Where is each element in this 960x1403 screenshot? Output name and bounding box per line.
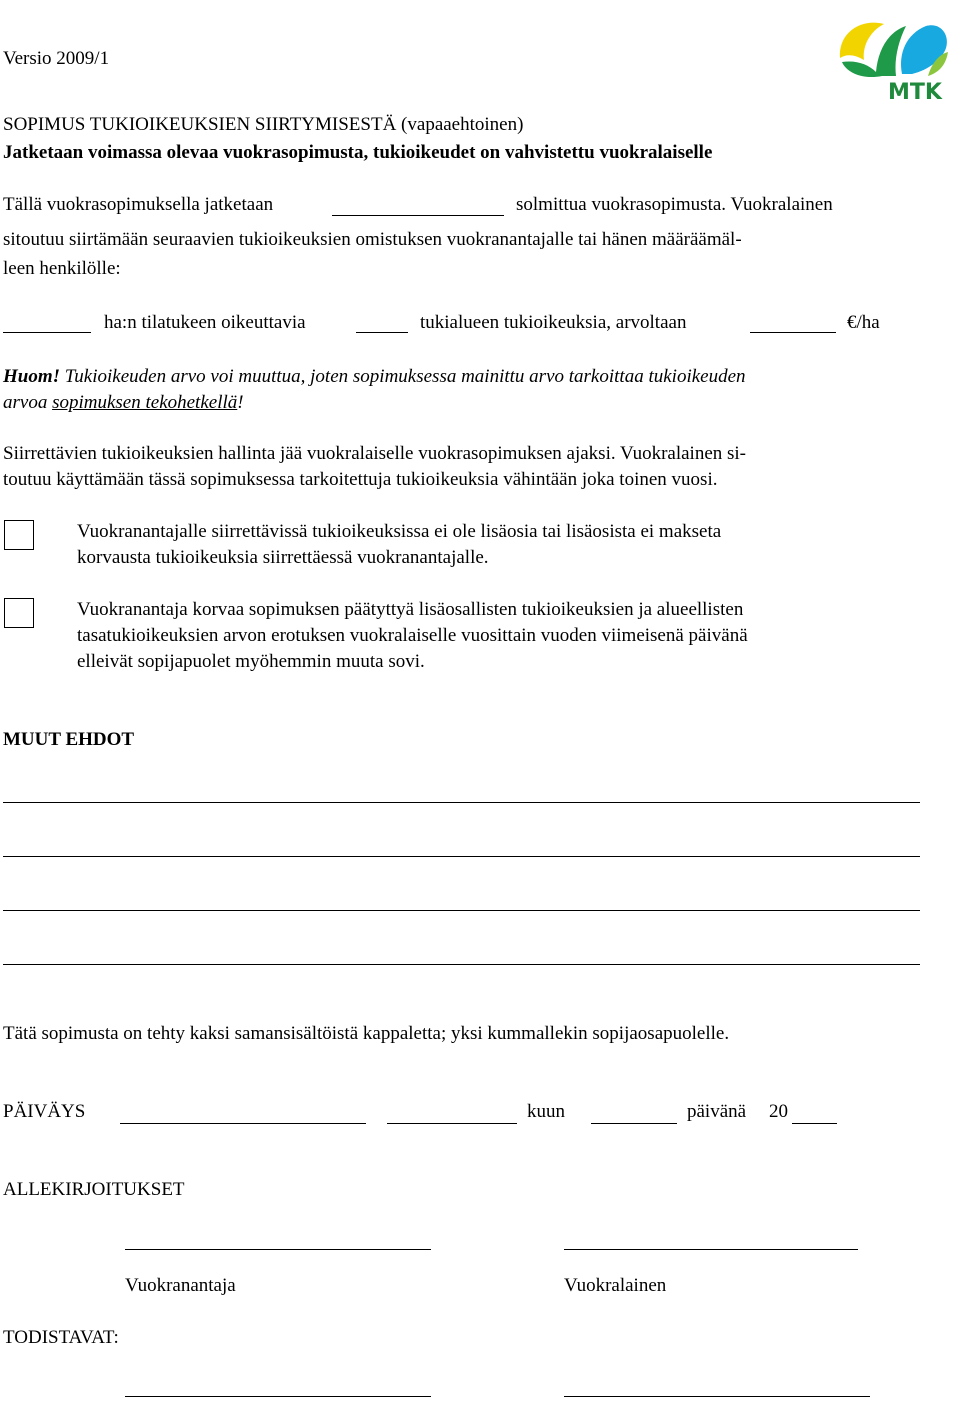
copies-text: Tätä sopimusta on tehty kaksi samansisältöistä kappaletta; yksi kummallekin sopijaosapuolelle. xyxy=(3,1023,730,1044)
intro-text-c: sitoutuu siirtämään seuraavien tukioikeuksien omistuksen vuokranantajalle tai hänen määräämäl- xyxy=(3,229,742,250)
tenant-label: Vuokralainen xyxy=(564,1275,667,1296)
tenant-signature-line[interactable] xyxy=(564,1249,858,1250)
intro-text-b: solmittua vuokrasopimusta. Vuokralainen xyxy=(516,194,833,215)
place-field[interactable] xyxy=(120,1123,366,1124)
option-2-line-2: tasatukioikeuksien arvon erotuksen vuokralaiselle vuosittain vuoden viimeisenä päivänä xyxy=(77,625,748,646)
support-region-field[interactable] xyxy=(356,332,408,333)
other-terms-line-3[interactable] xyxy=(3,910,920,911)
rights-text-b: tukialueen tukioikeuksia, arvoltaan xyxy=(420,312,687,333)
intro-text-a: Tällä vuokrasopimuksella jatketaan xyxy=(3,194,274,215)
option-2-line-3: elleivät sopijapuolet myöhemmin muuta sovi. xyxy=(77,651,425,672)
other-terms-line-4[interactable] xyxy=(3,964,920,965)
month-field[interactable] xyxy=(591,1123,677,1124)
signatures-heading: ALLEKIRJOITUKSET xyxy=(3,1179,185,1200)
version-label: Versio 2009/1 xyxy=(3,48,110,69)
date-label: PÄIVÄYS xyxy=(3,1101,86,1122)
note-text-1: Tukioikeuden arvo voi muuttua, joten sopimuksessa mainittu arvo tarkoittaa tukioikeuden xyxy=(60,366,746,387)
year-prefix: 20 xyxy=(769,1101,788,1122)
document-title: SOPIMUS TUKIOIKEUKSIEN SIIRTYMISESTÄ (vapaaehtoinen) xyxy=(3,114,524,135)
hectares-field[interactable] xyxy=(3,332,91,333)
management-line-1: Siirrettävien tukioikeuksien hallinta jää vuokralaiselle vuokrasopimuksen ajaksi. Vuokralainen si- xyxy=(3,443,747,464)
option-2-line-1: Vuokranantaja korvaa sopimuksen päätyttyä lisäosallisten tukioikeuksien ja alueellisten xyxy=(77,599,744,620)
previous-contract-date-field[interactable] xyxy=(332,215,504,216)
note-text-2-underlined: sopimuksen tekohetkellä xyxy=(52,392,238,413)
landlord-signature-line[interactable] xyxy=(125,1249,431,1250)
day-field[interactable] xyxy=(387,1123,517,1124)
note-text-2a: arvoa xyxy=(3,392,53,413)
landlord-label: Vuokranantaja xyxy=(125,1275,236,1296)
witnesses-heading: TODISTAVAT: xyxy=(3,1327,119,1348)
option-2-checkbox[interactable] xyxy=(4,598,34,628)
witness-1-signature-line[interactable] xyxy=(125,1396,431,1397)
note-text-2b: ! xyxy=(237,392,244,413)
other-terms-heading: MUUT EHDOT xyxy=(3,729,135,750)
option-1-checkbox[interactable] xyxy=(4,520,34,550)
other-terms-line-2[interactable] xyxy=(3,856,920,857)
rights-text-a: ha:n tilatukeen oikeuttavia xyxy=(104,312,306,333)
other-terms-line-1[interactable] xyxy=(3,802,920,803)
day-label: päivänä xyxy=(687,1101,747,1122)
intro-text-d: leen henkilölle: xyxy=(3,258,121,279)
year-field[interactable] xyxy=(792,1123,837,1124)
rights-text-c: €/ha xyxy=(847,312,880,333)
document-subtitle: Jatketaan voimassa olevaa vuokrasopimusta, tukioikeudet on vahvistettu vuokralaiselle xyxy=(3,142,713,163)
note-line-2 xyxy=(3,392,244,414)
option-1-line-1: Vuokranantajalle siirrettävissä tukioikeuksissa ei ole lisäosia tai lisäosista ei makseta xyxy=(77,521,722,542)
value-per-ha-field[interactable] xyxy=(750,332,836,333)
mtk-logo-text: MTK xyxy=(888,80,942,105)
note-huom: Huom! xyxy=(3,366,61,387)
month-label: kuun xyxy=(527,1101,565,1122)
note-line-1 xyxy=(3,366,746,388)
option-1-line-2: korvausta tukioikeuksia siirrettäessä vuokranantajalle. xyxy=(77,547,489,568)
management-line-2: toutuu käyttämään tässä sopimuksessa tarkoitettuja tukioikeuksia vähintään joka toinen vuosi. xyxy=(3,469,718,490)
witness-2-signature-line[interactable] xyxy=(564,1396,870,1397)
